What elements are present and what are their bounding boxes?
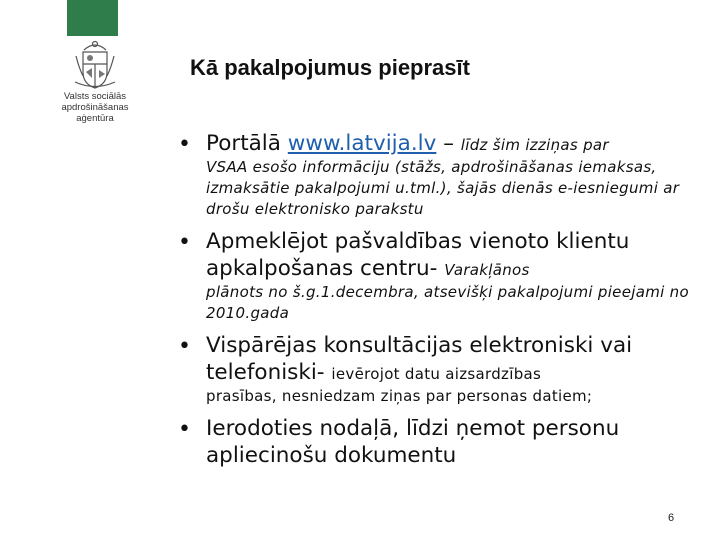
bullet-icon: • bbox=[178, 230, 191, 255]
list-item bbox=[178, 415, 708, 469]
logo-caption bbox=[50, 91, 140, 124]
bullet-icon: • bbox=[178, 334, 191, 359]
logo-line-2: apdrošināšanas bbox=[61, 102, 129, 113]
logo-line-1: Valsts sociālās bbox=[63, 91, 127, 102]
bullet-lead: Vispārējas konsultācijas elektroniski vai telefoniski- bbox=[206, 333, 633, 385]
bullet-detail: prasības, nesniedzam ziņas par personas datiem; bbox=[206, 387, 593, 405]
list-item bbox=[178, 228, 708, 324]
latvija-link[interactable]: www.latvija.lv bbox=[287, 131, 437, 156]
coat-of-arms-icon bbox=[70, 38, 120, 90]
bullet-lead: Apmeklējot pašvaldības vienoto klientu apkalpošanas centru- bbox=[206, 229, 630, 281]
bullet-dash: – bbox=[436, 131, 461, 156]
bullet-detail: VSAA esošo informāciju (stāžs, apdrošināšanas iemaksas, izmaksātie pakalpojumi u.tml.), šajās dienās e-iesniegumi ar drošu elektronisko parakstu bbox=[206, 158, 680, 218]
bullet-icon: • bbox=[178, 417, 191, 442]
slide-title: Kā pakalpojumus pieprasīt bbox=[190, 55, 470, 80]
bullet-detail: plānots no š.g.1.decembra, atsevišķi pakalpojumi pieejami no 2010.gada bbox=[206, 283, 689, 322]
bullet-detail-inline: ievērojot datu aizsardzības bbox=[331, 365, 542, 383]
page-number: 6 bbox=[668, 512, 675, 524]
bullet-lead: Portālā bbox=[206, 131, 288, 156]
bullet-detail-inline: līdz šim izziņas par bbox=[460, 136, 609, 154]
logo-line-3: aģentūra bbox=[76, 113, 114, 124]
bullet-list bbox=[178, 130, 708, 477]
list-item bbox=[178, 130, 708, 220]
bullet-lead: Ierodoties nodaļā, līdzi ņemot personu apliecinošu dokumentu bbox=[206, 416, 620, 468]
list-item bbox=[178, 332, 708, 407]
agency-logo bbox=[50, 36, 140, 128]
bullet-detail-inline: Varakļānos bbox=[444, 261, 530, 279]
bullet-icon: • bbox=[178, 132, 191, 157]
brand-color-bar bbox=[67, 0, 118, 36]
